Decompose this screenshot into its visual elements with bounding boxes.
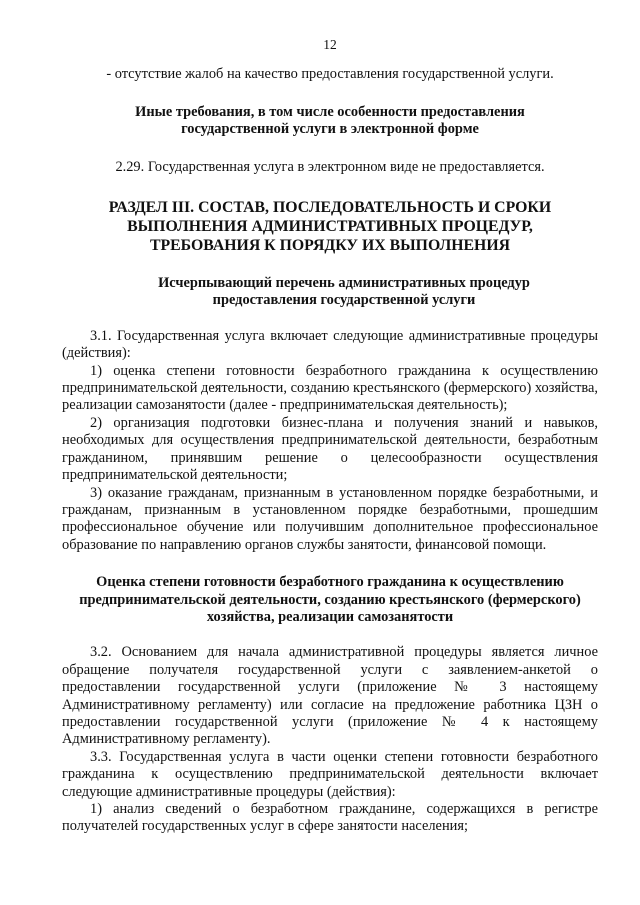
assessment-heading (62, 574, 598, 626)
list-item-3-1-2: 2) организация подготовки бизнес-плана и получения знаний и навыков, необходимых для осуществления предпринимательской деятельности, безработным гражданином, принявшим решение о целесообразности осуществления предпринимательской деятельности; (62, 414, 598, 484)
section-title (62, 198, 598, 255)
paragraph-3-2: 3.2. Основанием для начала административной процедуры является личное обращение получателя государственной услуги с заявлением-анкетой о предоставлении государственной услуги (приложение № 3 настоящему Административному регламенту) или согласие на предложение работника ЦЗН о предоставлении государственной услуги (приложение № 4 к настоящему Административному регламенту). (62, 644, 598, 748)
heading-line: хозяйства, реализации самозанятости (206, 608, 454, 625)
heading-line: предпринимательской деятельности, созданию крестьянского (фермерского) (79, 591, 581, 608)
heading-line: Исчерпывающий перечень административных процедур (158, 275, 530, 292)
procedures-list-heading (62, 275, 598, 310)
list-item-3-1-3: 3) оказание гражданам, признанным в установленном порядке безработными, и гражданам, признанным в установленном порядке безработными, прошедшим профессиональное обучение или получившим дополнительное профессиональное образование по направлению органов службы занятости, финансовой помощи. (62, 484, 598, 553)
paragraph-3-3: 3.3. Государственная услуга в части оценки степени готовности безработного гражданина к осуществлению предпринимательской деятельности включает следующие административные процедуры (действия): (62, 748, 598, 800)
section-title-line: РАЗДЕЛ III. СОСТАВ, ПОСЛЕДОВАТЕЛЬНОСТЬ И СРОКИ (108, 199, 552, 217)
section-title-line: ТРЕБОВАНИЯ К ПОРЯДКУ ИХ ВЫПОЛНЕНИЯ (149, 237, 511, 255)
list-item-3-1-1: 1) оценка степени готовности безработного гражданина к осуществлению предпринимательской деятельности, созданию крестьянского (фермерского) хозяйства, реализации самозанятости (далее - предпринимательская деятельность); (62, 362, 598, 414)
heading-line: Иные требования, в том числе особенности предоставления (135, 103, 525, 120)
heading-line: Оценка степени готовности безработного гражданина к осуществлению (96, 574, 564, 591)
intro-paragraph: - отсутствие жалоб на качество предоставления государственной услуги. (106, 66, 554, 83)
section-title-line: ВЫПОЛНЕНИЯ АДМИНИСТРАТИВНЫХ ПРОЦЕДУР, (127, 218, 533, 236)
other-requirements-heading (62, 104, 598, 139)
paragraph-2-29: 2.29. Государственная услуга в электронном виде не предоставляется. (115, 158, 545, 175)
page-number: 12 (323, 37, 337, 52)
paragraph-3-1: 3.1. Государственная услуга включает следующие административные процедуры (действия): (62, 327, 598, 362)
heading-line: предоставления государственной услуги (212, 292, 476, 309)
list-item-3-3-1: 1) анализ сведений о безработном гражданине, содержащихся в регистре получателей государственных услуг в сфере занятости населения; (62, 801, 598, 835)
heading-line: государственной услуги в электронной форме (181, 121, 479, 138)
